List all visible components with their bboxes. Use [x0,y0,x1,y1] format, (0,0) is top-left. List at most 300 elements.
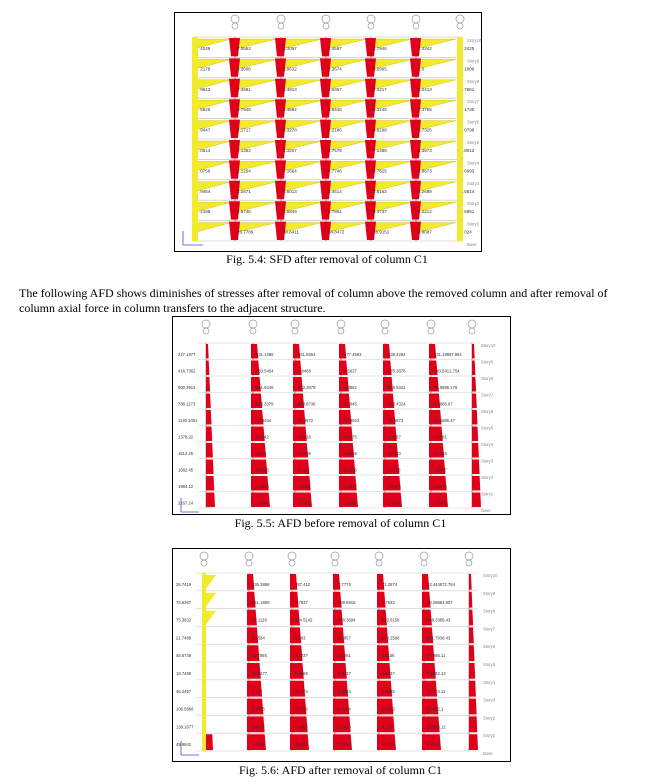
column-value-label: 3.0995 [373,66,387,72]
column-value-label: 7.4755 [418,107,432,113]
column-node-icon-ring-lower [413,23,419,29]
left-value-label: 46.2457 [176,688,192,694]
axial-force-block [247,716,249,732]
left-value-label: 788.1173 [178,401,196,407]
right-value-label: 143.5412.754 [434,368,460,374]
axial-force-block [469,734,478,750]
column-node-icon-ring [231,15,239,23]
left-value-label: .0756 [199,168,211,174]
storey-label: Story3 [481,458,494,464]
column-value-label: 3.3237 [382,671,395,676]
axial-force-block [333,574,335,590]
sfd-diagram [175,13,481,251]
column-value-label: 1.4928 [388,500,401,506]
column-value-label: 1.123 [256,451,267,456]
axial-force-block [472,344,475,359]
column-value-label: 11.7565 [252,653,267,659]
column-value-label: 1.1156 [382,653,395,659]
right-value-label: 3.2457 [434,467,447,473]
axial-force-block [472,361,475,376]
axial-force-block [429,394,431,409]
axial-force-block [383,427,385,442]
left-value-label: 1140.1051 [178,418,198,423]
column-value-label: 3.4743 [382,742,395,748]
column-value-label: 9.7948 [237,107,251,113]
column-value-label: 941.7938.43 [427,635,451,641]
axial-force-block [333,592,335,608]
axial-force-block [422,681,424,697]
column-value-label: 2.7845 [344,401,357,407]
column-value-label: 4.3547 [344,484,357,489]
column-node-icon-ring [288,552,296,560]
column-value-label: 5.3873 [418,148,432,153]
axial-force-block [290,663,292,679]
axial-force-block [469,610,473,626]
axial-force-block [290,592,292,608]
column-node-icon-ring-lower [246,560,252,566]
column-value-label: 2.4324 [338,688,351,694]
axial-force-block [339,460,341,475]
storey-label: Story4 [483,679,496,685]
right-value-label: 7.3886.67 [434,401,453,407]
axial-force-block [472,460,480,475]
column-node-icon-ring-lower [368,23,374,29]
storey-label: Story9 [467,58,480,64]
column-value-label: 5.4614 [328,188,342,194]
column-value-label: 983.3379 [256,401,274,407]
column-value-label: 3.7888 [295,724,308,730]
column-value-label: 7.2186 [328,127,342,133]
column-value-label: 3.3245 [373,107,387,113]
axial-force-block [469,716,477,732]
column-value-label: 7.1488 [373,148,387,153]
axial-force-block [206,361,209,376]
left-value-label: 18.7486 [176,671,192,676]
storey-label: Story1 [483,733,496,739]
right-value-label: .024 [463,229,472,235]
column-value-label: 5.6013 [283,188,297,194]
axial-force-block [206,427,212,442]
column-value-label: 30.6411 [283,229,299,235]
axial-force-block [383,476,385,491]
column-value-label: 6.3866 [295,671,308,676]
axial-force-block [333,610,335,626]
column-value-label: 53.29883.807 [427,599,453,605]
column-node-icon-ring [420,552,428,560]
axial-force-block [339,394,341,409]
column-value-label: 3.5543 [388,451,401,456]
column-node-icon-ring [277,15,285,23]
axial-force-block [429,460,431,475]
axial-force-block [469,645,475,661]
column-value-label: 882.6158 [382,617,400,623]
column-value-label: 18.6277 [252,671,268,676]
column-value-label: 238.4294 [388,352,406,357]
axial-force-block [469,663,475,679]
column-node-icon-ring-lower [292,328,298,334]
axial-force-block [206,443,213,458]
column-node-icon-ring [291,320,299,328]
left-value-label: .5625 [199,107,211,113]
column-value-label: 7.7986.11 [427,653,446,659]
column-value-label: 2.8162 [373,188,387,194]
column-value-label: 7.4342 [418,46,432,51]
column-value-label: 8.8087 [418,229,432,235]
axial-force-block [377,699,379,715]
axial-force-block [247,699,249,715]
axial-force-block [377,716,379,732]
column-node-icon-ring-lower [250,328,256,334]
column-value-label: 3.3687 [388,434,401,440]
axial-force-block [251,410,253,425]
beam-force-block [206,593,216,607]
axial-force-block [377,610,379,626]
left-value-label: .0614 [199,148,211,153]
axial-force-block [377,592,379,608]
column-value-label: 1.7251 [338,653,351,659]
column-node-icon-ring-lower [466,560,472,566]
column-value-label: 1.8645 [427,742,440,748]
left-value-label: .2188 [199,209,211,215]
axial-force-block [333,663,335,679]
column-value-label: 26.7789 [237,229,254,235]
column-value-label: 2.5637 [344,368,357,374]
column-node-icon-ring-lower [338,328,344,334]
column-value-label: 2.4681 [237,86,251,92]
axial-force-block [290,681,292,697]
axial-force-block [293,493,295,508]
column-node-icon-ring-lower [332,560,338,566]
axial-force-block [339,410,341,425]
column-node-icon-ring-lower [323,23,329,29]
axial-force-block [429,493,431,508]
axial-force-block [472,493,481,508]
axial-force-block [333,627,335,643]
sfd-caption: Fig. 5.4: SFD after removal of column C1 [226,252,428,266]
axial-force-block [293,410,295,425]
right-value-label: .5951 [463,209,475,215]
axial-force-block [251,394,253,409]
column-node-icon-ring [412,15,420,23]
column-value-label: 4.8857 [338,635,351,641]
column-value-label: 3.3456 [338,742,351,748]
axial-force-block [251,361,253,376]
edge-column-block [192,37,198,241]
column-node-icon-ring-lower [289,560,295,566]
column-value-label: 2.7584 [252,635,265,641]
column-value-label: 9.8123 [382,706,395,712]
column-value-label: 261.9364 [298,352,316,357]
column-value-label: 4.8873 [418,168,432,174]
storey-label: Story5 [467,140,480,145]
axial-force-block [247,734,249,750]
storey-label: Story10 [467,38,481,43]
axial-force-block [293,377,295,392]
column-value-label: 3.2871 [237,188,251,194]
axial-force-block [290,699,292,715]
storey-label: Story10 [481,343,496,348]
axial-force-block [290,716,292,732]
afd-before-diagram [173,317,510,514]
column-value-label: 178.3878 [388,368,406,374]
axial-force-block [339,361,341,376]
axial-force-block [383,410,385,425]
left-value-label: 138.1677 [176,724,194,730]
axial-force-block [333,681,335,697]
column-value-label: 34.8472 [328,229,345,235]
axial-force-block [472,443,479,458]
column-value-label: 1.2274.11 [427,688,446,694]
left-value-label: 106.5866 [176,706,194,712]
axial-force-block [429,361,431,376]
column-value-label: 1.4682 [283,107,297,113]
left-value-label: .9464 [199,188,211,194]
axial-force-block [293,361,295,376]
right-value-label: .1735 [463,107,475,113]
column-value-label: 7.1478 [298,500,311,506]
column-value-label: 878.9341 [388,385,406,390]
axial-force-block [377,663,379,679]
axial-force-block [383,493,385,508]
storey-label: Story6 [481,409,494,414]
right-value-label: 231.1988T.954 [434,352,462,357]
column-value-label: 3.1237 [295,653,308,659]
column-value-label: 3.3057 [283,46,297,51]
column-value-label: 1.1128 [388,467,401,473]
column-value-label: 583.3878 [298,385,316,390]
axial-force-block [469,681,476,697]
column-value-label: 8.4737 [373,209,387,215]
storey-label: Story1 [481,491,494,497]
column-value-label: 483.5464 [256,368,274,374]
column-value-label: 7.7773 [338,582,351,587]
column-node-icon-ring-lower [376,560,382,566]
left-value-label: 227.1977 [178,352,196,357]
left-value-label: 2167.14 [178,500,194,506]
column-value-label: 1.2899 [298,451,311,456]
axial-force-block [333,645,335,661]
axial-force-block [469,699,477,715]
beam-force-block [206,611,216,625]
column-node-icon-ring [331,552,339,560]
left-value-label: 75.3632 [176,617,192,623]
column-value-label: 2.6774 [295,688,308,694]
axial-force-block [383,394,385,409]
axial-force-block [333,716,335,732]
column-value-label: 3.1353 [237,148,251,153]
right-value-label: 1.3281 [434,434,447,440]
right-value-label: 2.2634 [434,484,447,489]
column-value-label: 87.3872 [298,418,314,423]
column-value-label: 4.6367 [328,86,342,92]
column-node-icon-ring [337,320,345,328]
column-value-label: 5.0413 [418,86,432,92]
axial-force-block [247,681,249,697]
column-value-label: 5.3264 [338,706,351,712]
axial-force-block [383,344,385,359]
column-value-label: 3.1342 [256,434,269,440]
column-node-icon-ring [375,552,383,560]
axial-force-block [339,493,341,508]
right-value-label: 70.5898.176 [434,385,458,390]
right-value-label: 1.3456 [434,500,447,506]
storey-label: Base [481,508,491,513]
column-node-icon-ring-lower [457,23,463,29]
axial-force-block [251,460,253,475]
column-value-label: 3.716 [382,724,393,730]
column-value-label: 1.3862 [344,385,357,390]
storey-label: Story10 [483,573,498,578]
column-value-label: 483.8736 [298,401,316,407]
axial-force-block [293,344,295,359]
column-value-label: 3.1264 [338,724,351,730]
column-node-icon-ring [468,320,476,328]
column-value-label: 2.1625 [344,467,357,473]
axial-force-block [293,394,295,409]
column-value-label: 4.4813 [283,86,297,92]
column-value-label: 5.2689 [418,188,432,194]
column-value-label: 17.1129 [252,617,267,623]
column-value-label: 978.2568 [382,635,400,641]
column-node-icon-ring [322,15,330,23]
column-value-label: 4.7746 [328,168,342,174]
sfd-figure [174,12,482,252]
column-value-label: 2.5643 [256,500,269,506]
column-value-label: 5.126 [298,467,309,473]
axial-force-block [472,476,480,491]
left-value-label: 1378.22 [178,434,194,440]
axial-force-block [293,443,295,458]
storey-label: Story5 [483,662,496,667]
column-node-icon-ring [465,552,473,560]
column-node-icon-ring-lower [421,560,427,566]
column-value-label: 4.7851 [328,209,342,215]
column-value-label: 4.2114 [298,484,311,489]
axial-force-block [251,427,253,442]
axial-force-block [293,427,295,442]
column-value-label: 2.0217 [373,86,387,92]
storey-label: Story2 [467,201,480,207]
storey-label: Story3 [483,697,496,703]
left-value-label: .9447 [199,127,211,133]
axial-force-block [422,592,424,608]
column-value-label: 2.5619 [388,484,401,489]
column-value-label: 1.5656 [344,451,357,456]
body-paragraph: The following AFD shows diminishes of stresses after removal of column above the removed column and after removal of column axial force in column transfers to the adjacent structure. [19,286,608,315]
column-value-label: 948.3388.43 [427,617,451,623]
column-node-icon-ring [202,320,210,328]
column-value-label: 277.4583 [344,352,362,357]
axial-force-block [472,427,478,442]
column-value-label: 3.6643 [256,467,269,473]
axial-force-block [429,427,431,442]
column-value-label: 2.6677 [252,724,265,730]
axial-force-block [247,627,249,643]
column-value-label: 9.6198 [373,127,387,133]
axial-force-block [422,610,424,626]
storey-label: Story4 [467,160,480,166]
axial-force-block [377,645,379,661]
axial-force-block [377,627,379,643]
column-value-label: 3.1263 [344,500,357,506]
axial-force-block [377,734,379,750]
column-node-icon-ring [249,320,257,328]
axial-force-block [383,377,385,392]
axial-force-block [383,361,385,376]
storey-label: Story8 [481,376,494,381]
storey-label: Story4 [481,442,494,447]
axial-force-block [206,344,209,359]
axial-force-block [293,476,295,491]
column-value-label: 33.444872.764 [427,582,455,587]
axial-force-block [206,410,212,425]
column-value-label: 6.3278 [283,127,297,133]
left-value-label: 1512.25 [178,451,194,456]
storey-label: Story9 [481,359,494,365]
right-value-label: .7661 [463,86,475,92]
column-value-label: 469.8918 [338,599,356,605]
column-value-label: 2.1717 [237,127,251,133]
axial-force-block [247,574,249,590]
left-value-label: 45.9842 [176,742,192,748]
axial-force-block [472,394,477,409]
column-value-label: 5.6485 [382,688,395,694]
axial-force-block [251,377,253,392]
removed-column-block [202,573,206,751]
right-value-label: .8012 [463,148,475,153]
axial-force-block [247,610,249,626]
column-node-icon-ring [245,552,253,560]
column-value-label: 1.6849 [283,209,297,215]
column-value-label: 7.3468 [252,742,265,748]
column-value-label: 7.0553 [237,46,251,51]
axial-force-block [339,344,341,359]
axial-force-block [469,627,474,643]
column-value-label: 873.4324 [388,401,406,407]
column-value-label: 4.7578 [328,148,342,153]
column-value-label: 2.7868.12 [427,724,446,730]
column-node-icon-ring-lower [201,560,207,566]
right-value-label: .0798 [463,127,475,133]
axial-force-block [377,681,379,697]
left-value-label: 416.7362 [178,368,196,374]
afd-before-figure [172,316,511,515]
right-value-label: .1006 [463,66,475,72]
column-value-label: 3.363 [295,635,306,641]
axial-force-block [422,627,424,643]
axial-force-block [251,443,253,458]
afd-after-figure [172,548,511,762]
axial-force-block [429,443,431,458]
storey-label: Story5 [481,425,494,431]
column-value-label: 2.7662.1 [427,706,444,712]
axial-force-block [339,377,341,392]
axial-force-block [472,410,478,425]
column-value-label: 3.1775 [252,706,265,712]
column-value-label: 2.3452 [295,742,308,748]
axial-force-block [206,377,210,392]
afd-after-diagram [173,549,510,761]
column-value-label: 1.7642 [382,599,395,605]
axial-force-block [290,627,292,643]
column-node-icon-ring-lower [232,23,238,29]
column-value-label: 2.1254 [237,168,251,174]
axial-force-block [206,476,214,491]
axial-force-block [377,574,379,590]
storey-label: Base [467,242,477,247]
column-node-icon-ring-lower [203,328,209,334]
column-node-icon-ring [456,15,464,23]
